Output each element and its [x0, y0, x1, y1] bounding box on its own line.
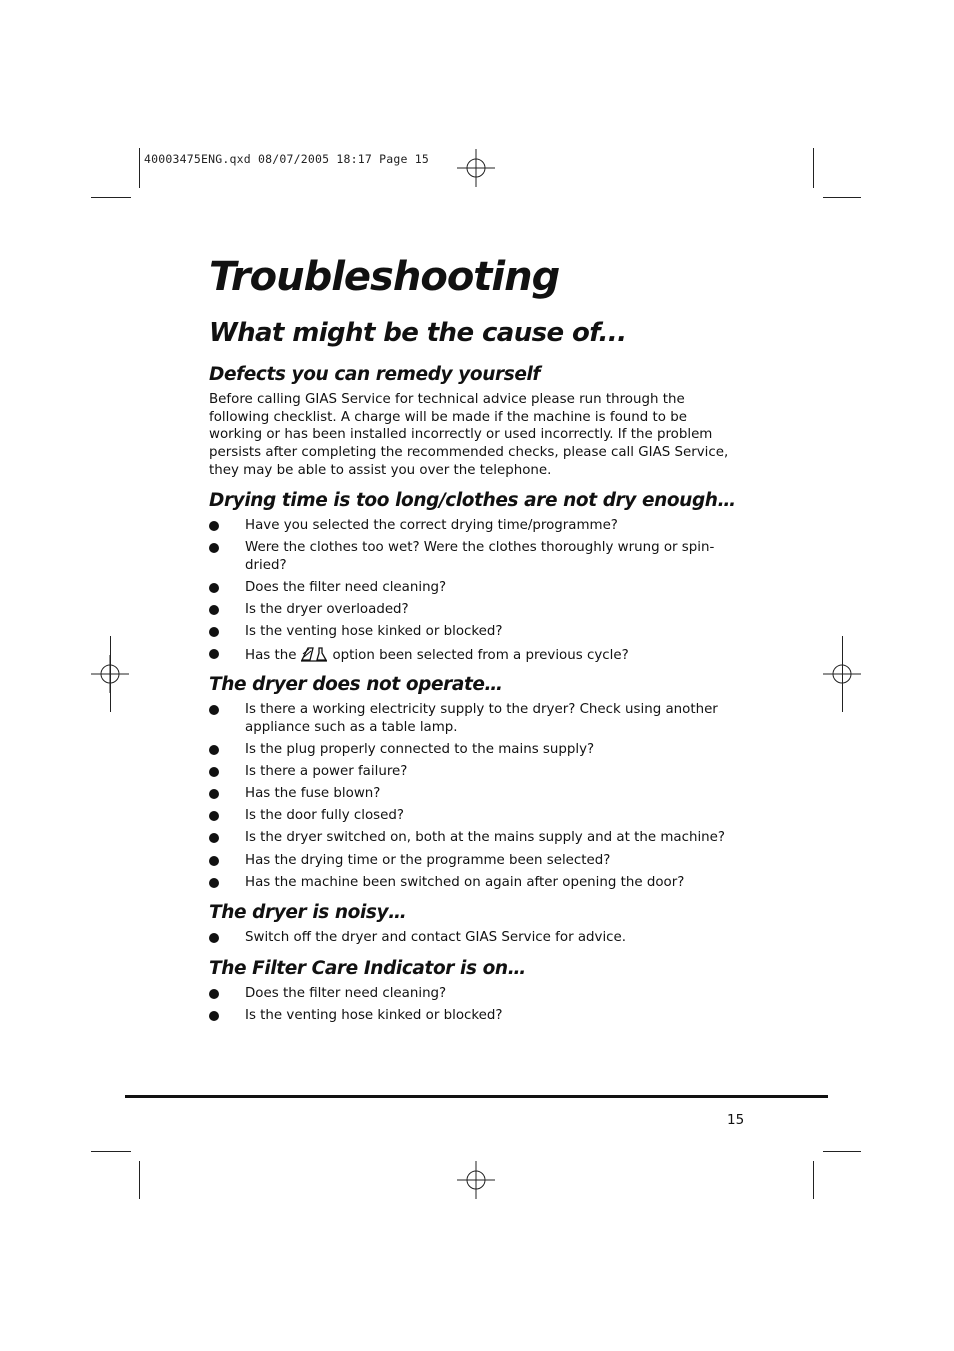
list-item: Is the plug properly connected to the mains supply? — [209, 741, 734, 759]
crop-mark — [110, 636, 111, 712]
drying-checklist — [209, 517, 734, 670]
bullet-icon — [209, 1011, 219, 1021]
print-slug: 40003475ENG.qxd 08/07/2005 18:17 Page 15 — [144, 152, 429, 166]
list-item: Has the fuse blown? — [209, 785, 734, 803]
list-item: Is the door fully closed? — [209, 807, 734, 825]
list-item: Is the dryer overloaded? — [209, 601, 734, 619]
iron-dry-icon — [300, 645, 328, 663]
list-item: Is there a power failure? — [209, 763, 734, 781]
bullet-icon — [209, 989, 219, 999]
operate-checklist — [209, 701, 734, 896]
list-item: Is the venting hose kinked or blocked? — [209, 1007, 734, 1025]
intro-paragraph: Before calling GIAS Service for technical advice please run through the following checklist. A charge will be made if the machine is found to be working or has been installed incorrectly or used incorrectly. If the problem persists after completing the recommended checks, please call GIAS Service, they may be able to assist you over the telephone. — [209, 392, 729, 478]
crop-mark — [823, 197, 861, 198]
page-number: 15 — [727, 1112, 745, 1128]
filter-checklist — [209, 985, 734, 1029]
list-item: Has the option been selected from a previous cycle? — [209, 645, 734, 665]
list-item: Is the venting hose kinked or blocked? — [209, 623, 734, 641]
bullet-icon — [209, 649, 219, 659]
list-item: Is there a working electricity supply to the dryer? Check using another appliance such as a table lamp. — [209, 701, 734, 736]
bullet-icon — [209, 833, 219, 843]
list-item: Does the filter need cleaning? — [209, 579, 734, 597]
intro-heading: Defects you can remedy yourself — [209, 364, 541, 385]
list-item: Has the drying time or the programme been selected? — [209, 852, 734, 870]
list-item: Has the machine been switched on again after opening the door? — [209, 874, 734, 892]
bullet-icon — [209, 856, 219, 866]
noisy-heading: The dryer is noisy… — [209, 902, 407, 923]
registration-mark-icon — [457, 149, 495, 187]
bullet-icon — [209, 767, 219, 777]
list-item: Have you selected the correct drying time/programme? — [209, 517, 734, 535]
filter-heading: The Filter Care Indicator is on… — [209, 958, 526, 979]
bullet-icon — [209, 543, 219, 553]
bullet-icon — [209, 705, 219, 715]
noisy-checklist — [209, 929, 734, 951]
crop-mark — [813, 1161, 814, 1199]
crop-mark — [813, 148, 814, 188]
bullet-icon — [209, 745, 219, 755]
crop-mark — [823, 1151, 861, 1152]
list-item: Is the dryer switched on, both at the mains supply and at the machine? — [209, 829, 734, 847]
bullet-icon — [209, 811, 219, 821]
list-item: Switch off the dryer and contact GIAS Service for advice. — [209, 929, 734, 947]
crop-mark — [139, 148, 140, 188]
list-item: Were the clothes too wet? Were the clothes thoroughly wrung or spin-dried? — [209, 539, 734, 574]
crop-mark — [91, 197, 131, 198]
drying-heading: Drying time is too long/clothes are not dry enough… — [209, 490, 736, 511]
operate-heading: The dryer does not operate… — [209, 674, 503, 695]
footer-rule — [125, 1095, 828, 1098]
bullet-icon — [209, 605, 219, 615]
registration-mark-icon — [457, 1161, 495, 1199]
bullet-icon — [209, 878, 219, 888]
bullet-icon — [209, 789, 219, 799]
list-item: Does the filter need cleaning? — [209, 985, 734, 1003]
crop-mark — [842, 636, 843, 712]
bullet-icon — [209, 933, 219, 943]
bullet-icon — [209, 521, 219, 531]
page-title: Troubleshooting — [209, 254, 560, 300]
page-subtitle: What might be the cause of... — [209, 318, 627, 348]
crop-mark — [91, 1151, 131, 1152]
bullet-icon — [209, 583, 219, 593]
crop-mark — [139, 1161, 140, 1199]
bullet-icon — [209, 627, 219, 637]
